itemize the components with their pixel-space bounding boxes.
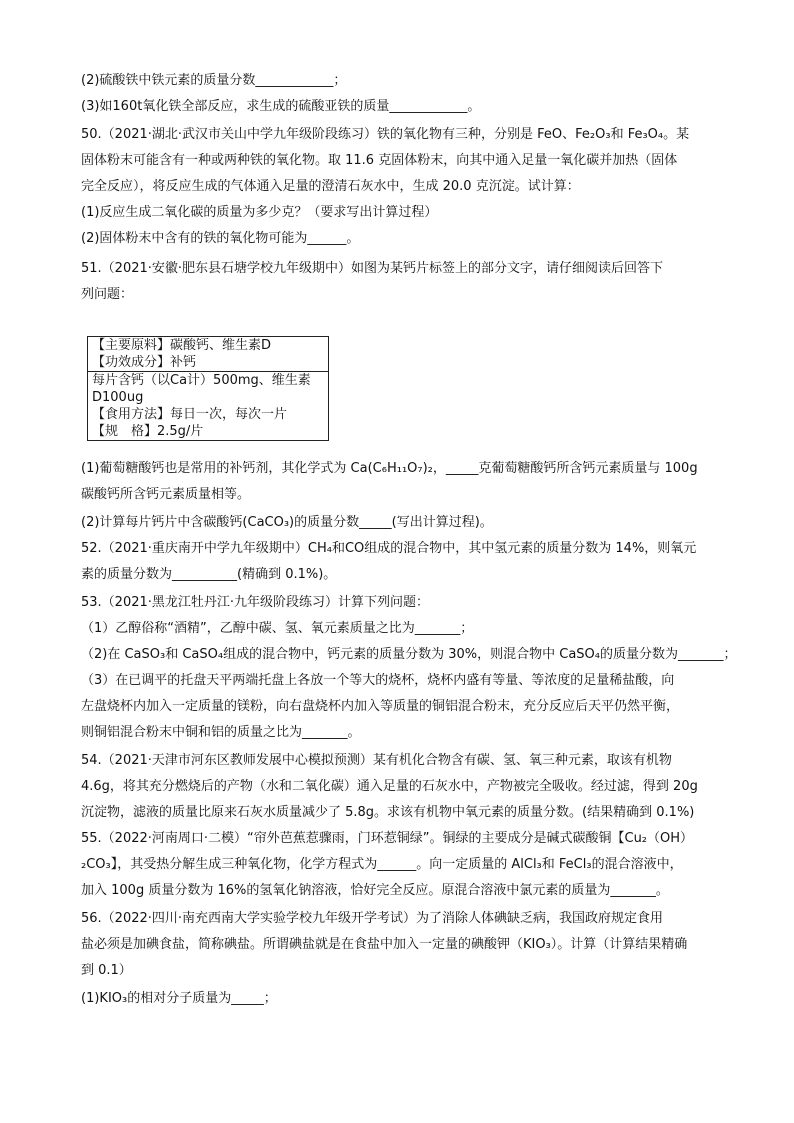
text-line: (1)葡萄糖酸钙也是常用的补钙剂，其化学式为 Ca(C₆H₁₁O₇)₂，_____克葡萄糖酸钙所含钙元素质量与 100g — [81, 461, 698, 476]
text-line: （2)在 CaSO₃和 CaSO₄组成的混合物中，钙元素的质量分数为 30%，则混合物中 CaSO₄的质量分数为_______； — [81, 647, 737, 662]
text-line: 沉淀物，滤液的质量比原来石灰水质量减少了 5.8g。求该有机物中氧元素的质量分数。(结果精确到 0.1%) — [81, 805, 695, 820]
text-line: 56.（2022·四川·南充西南大学实验学校九年级开学考试）为了消除人体碘缺乏病，我国政府规定食用 — [81, 911, 664, 926]
calcium-label-box — [87, 336, 329, 441]
text-line: 盐必须是加碘食盐，简称碘盐。所谓碘盐就是在食盐中加入一定量的碘酸钾（KIO₃）。计算（计算结果精确 — [81, 937, 688, 952]
text-line: (2)硫酸铁中铁元素的质量分数____________； — [81, 73, 347, 88]
text-line: 到 0.1） — [81, 963, 132, 978]
text-line: 52.（2021·重庆南开中学九年级期中）CH₄和CO组成的混合物中，其中氢元素的质量分数为 14%，则氧元 — [81, 541, 697, 556]
text-line: 51.（2021·安徽·肥东县石塘学校九年级期中）如图为某钙片标签上的部分文字，请仔细阅读后回答下 — [81, 261, 664, 276]
text-line: 列问题： — [81, 287, 134, 302]
label-row: 每片含钙（以Ca计）500mg、维生素 — [92, 373, 311, 388]
text-line: （1）乙醇俗称“酒精”，乙醇中碳、氢、氧元素质量之比为_______； — [81, 621, 474, 636]
label-row: 【食用方法】每日一次，每次一片 — [92, 407, 288, 422]
text-line: 则铜铝混合粉末中铜和铝的质量之比为_______。 — [81, 725, 361, 740]
label-row: D100ug — [92, 390, 144, 405]
text-line: 加入 100g 质量分数为 16%的氢氧化钠溶液，恰好完全反应。原混合溶液中氯元素的质量为_______。 — [81, 883, 669, 898]
text-line: (2)计算每片钙片中含碳酸钙(CaCO₃)的质量分数_____(写出计算过程)。 — [81, 515, 493, 530]
text-line: (1)反应生成二氧化碳的质量为多少克？（要求写出计算过程） — [81, 205, 438, 220]
text-line: 54.（2021·天津市河东区教师发展中心模拟预测）某有机化合物含有碳、氢、氧三种元素，取该有机物 — [81, 753, 672, 768]
text-line: (1)KIO₃的相对分子质量为_____； — [81, 991, 277, 1006]
text-line: （3）在已调平的托盘天平两端托盘上各放一个等大的烧杯，烧杯内盛有等量、等浓度的足量稀盐酸，向 — [81, 673, 675, 688]
label-row: 【功效成分】补钙 — [92, 355, 197, 370]
text-line: (3)如160t氧化铁全部反应，求生成的硫酸亚铁的质量____________。 — [81, 99, 481, 114]
text-line: (2)固体粉末中含有的铁的氧化物可能为______。 — [81, 231, 360, 246]
label-row: 【规 格】2.5g/片 — [92, 424, 204, 439]
text-line: ₂CO₃】，其受热分解生成三种氧化物，化学方程式为______。向一定质量的 AlCl₃和 FeCl₃的混合溶液中， — [81, 857, 683, 872]
text-line: 碳酸钙所含钙元素质量相等。 — [81, 487, 251, 502]
text-line: 50.（2021·湖北·武汉市关山中学九年级阶段练习）铁的氧化物有三种，分别是 FeO、Fe₂O₃和 Fe₃O₄。某 — [81, 127, 690, 142]
text-line: 55.（2022·河南周口·二模）“帘外芭蕉惹骤雨，门环惹铜绿”。铜绿的主要成分是碱式碳酸铜【Cu₂（OH） — [81, 831, 694, 846]
label-row: 【主要原料】碳酸钙、维生素D — [92, 338, 272, 353]
text-line: 左盘烧杯内加入一定质量的镁粉，向右盘烧杯内加入等质量的铜铝混合粉末，充分反应后天平仍然平衡， — [81, 699, 680, 714]
text-line: 53.（2021·黑龙江牡丹江·九年级阶段练习）计算下列问题： — [81, 595, 430, 610]
text-line: 4.6g，将其充分燃烧后的产物（水和二氧化碳）通入足量的石灰水中，产物被完全吸收。经过滤，得到 20g — [81, 779, 698, 794]
text-line: 素的质量分数为__________(精确到 0.1%)。 — [81, 567, 337, 582]
text-line: 固体粉末可能含有一种或两种铁的氧化物。取 11.6 克固体粉末，向其中通入足量一氧化碳并加热（固体 — [81, 153, 678, 168]
text-line: 完全反应），将反应生成的气体通入足量的澄清石灰水中，生成 20.0 克沉淀。试计算： — [81, 179, 580, 194]
